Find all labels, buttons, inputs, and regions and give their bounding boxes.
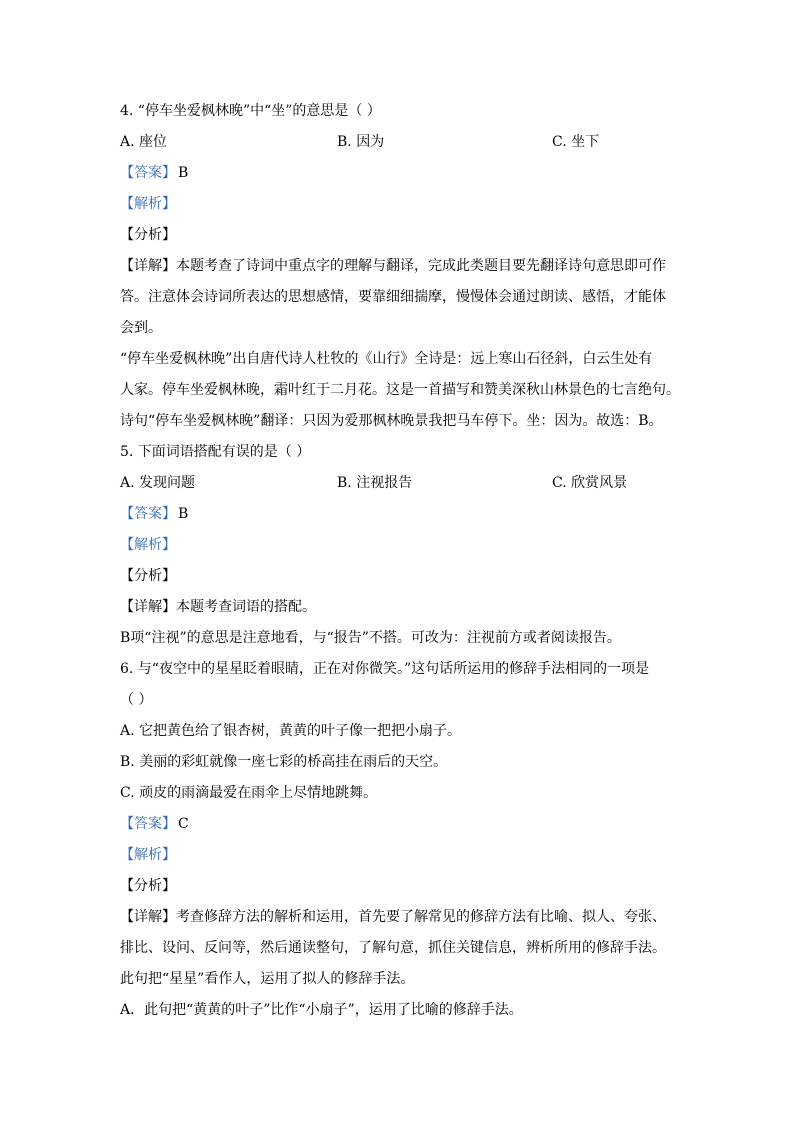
question-5 <box>120 437 675 654</box>
xiangjie-text: 诗句“停车坐爱枫林晚”翻译：只因为爱那枫林晚景我把马车停下。坐：因为。故选：B。 <box>120 413 663 429</box>
fenxi-line <box>120 561 675 592</box>
fenxi-line <box>120 871 675 902</box>
xiangjie-label: 【详解】 <box>120 909 176 925</box>
xiangjie-text: B项“注视”的意思是注意地看，与“报告”不搭。可改为：注视前方或者阅读报告。 <box>120 630 621 646</box>
option-b: B. 注视报告 <box>337 475 413 491</box>
option-c: C. 欣赏风景 <box>552 475 628 491</box>
question-4 <box>120 96 680 437</box>
fenxi-label: 【分析】 <box>120 568 176 584</box>
jiexi-line <box>120 530 675 561</box>
xiangjie-label: 【详解】 <box>120 258 176 274</box>
jiexi-line <box>120 189 675 220</box>
options-row <box>120 127 675 158</box>
xiangjie-text: 考查修辞方法的解析和运用，首先要了解常见的修辞方法有比喻、拟人、夸张、 <box>176 909 666 925</box>
xiangjie-text: 此句把“星星”看作人，运用了拟人的修辞手法。 <box>120 971 415 987</box>
xiangjie-line <box>120 251 675 282</box>
xiangjie-text: 人家。停车坐爱枫林晚，霜叶红于二月花。这是一首描写和赞美深秋山林景色的七言绝句。 <box>120 382 680 398</box>
jiexi-label: 【解析】 <box>120 196 176 212</box>
xiangjie-line <box>120 592 675 623</box>
answer-label: 【答案】 <box>120 165 176 181</box>
options-row <box>120 468 675 499</box>
answer-line <box>120 499 675 530</box>
question-stem: 4. “停车坐爱枫林晚”中“坐”的意思是（ ） <box>120 103 381 119</box>
question-stem-cont: （ ） <box>120 692 153 708</box>
option-c: C. 顽皮的雨滴最爱在雨伞上尽情地跳舞。 <box>120 785 378 801</box>
option-b: B. 因为 <box>337 134 385 150</box>
xiangjie-text: 会到。 <box>120 320 162 336</box>
answer-value: C <box>178 816 189 832</box>
xiangjie-text: 答。注意体会诗词所表达的思想感情，要靠细细揣摩，慢慢体会通过朗读、感悟，才能体 <box>120 289 666 305</box>
xiangjie-text: “停车坐爱枫林晚”出自唐代诗人杜牧的《山行》全诗是：远上寒山石径斜，白云生处有 <box>120 351 653 367</box>
question-stem: 6. 与“夜空中的星星眨着眼睛，正在对你微笑。”这句话所运用的修辞手法相同的一项是 <box>120 661 650 677</box>
xiangjie-text: 排比、设问、反问等，然后通读整句，了解句意，抓住关键信息，辨析所用的修辞手法。 <box>120 940 666 956</box>
option-c: C. 坐下 <box>552 134 600 150</box>
option-a: A. 它把黄色给了银杏树，黄黄的叶子像一把把小扇子。 <box>120 723 462 739</box>
fenxi-label: 【分析】 <box>120 878 176 894</box>
xiangjie-text: 本题考查了诗词中重点字的理解与翻译，完成此类题目要先翻译诗句意思即可作 <box>176 258 666 274</box>
xiangjie-label: 【详解】 <box>120 599 176 615</box>
answer-value: B <box>178 506 189 522</box>
fenxi-label: 【分析】 <box>120 227 176 243</box>
option-a: A. 发现问题 <box>120 475 196 491</box>
fenxi-line <box>120 220 675 251</box>
answer-label: 【答案】 <box>120 506 176 522</box>
jiexi-label: 【解析】 <box>120 537 176 553</box>
option-a: A. 座位 <box>120 134 168 150</box>
answer-line <box>120 158 675 189</box>
document-page <box>120 96 680 1026</box>
answer-line <box>120 809 675 840</box>
xiangjie-line <box>120 902 675 933</box>
answer-value: B <box>178 165 189 181</box>
jiexi-line <box>120 840 675 871</box>
xiangjie-text: A．此句把“黄黄的叶子”比作“小扇子”，运用了比喻的修辞手法。 <box>120 1002 523 1018</box>
answer-label: 【答案】 <box>120 816 176 832</box>
jiexi-label: 【解析】 <box>120 847 176 863</box>
xiangjie-text: 本题考查词语的搭配。 <box>176 599 316 615</box>
question-6 <box>120 654 675 1026</box>
question-stem: 5. 下面词语搭配有误的是（ ） <box>120 444 311 460</box>
option-b: B. 美丽的彩虹就像一座七彩的桥高挂在雨后的天空。 <box>120 754 448 770</box>
